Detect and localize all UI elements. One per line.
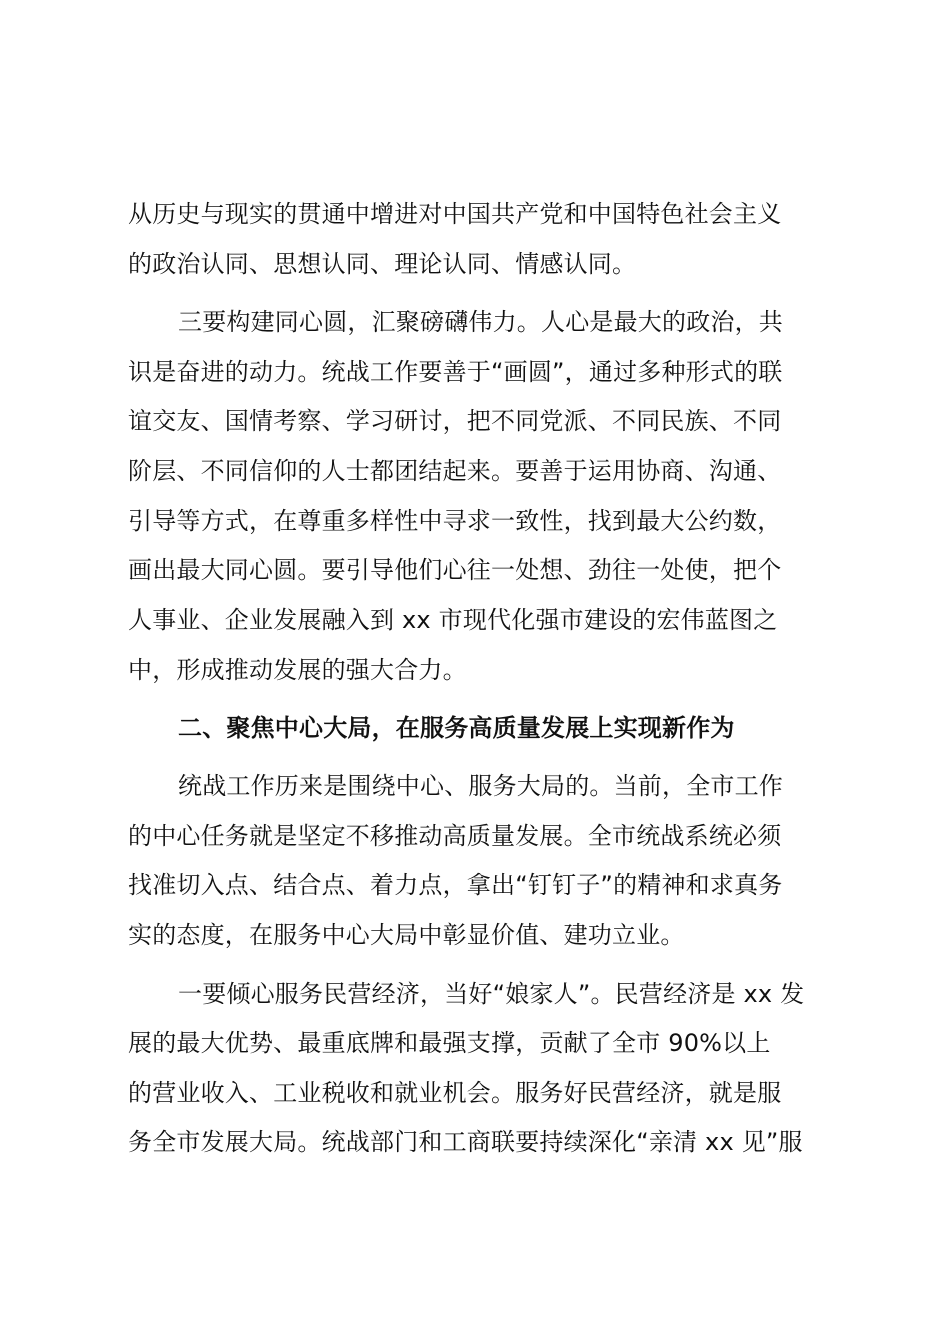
paragraph-line: 画出最大同心圆。要引导他们心往一处想、劲往一处使，把个 [128, 556, 782, 584]
paragraph-line: 三要构建同心圆，汇聚磅礴伟力。人心是最大的政治，共 [178, 308, 783, 336]
paragraph-line: 统战工作历来是围绕中心、服务大局的。当前，全市工作 [178, 772, 783, 800]
paragraph-line: 人事业、企业发展融入到 xx 市现代化强市建设的宏伟蓝图之 [128, 606, 778, 634]
paragraph-line: 谊交友、国情考察、学习研讨，把不同党派、不同民族、不同 [128, 407, 782, 435]
paragraph-line: 引导等方式，在尊重多样性中寻求一致性，找到最大公约数， [128, 507, 782, 535]
paragraph-line: 从历史与现实的贯通中增进对中国共产党和中国特色社会主义 [128, 200, 782, 228]
paragraph-line: 实的态度，在服务中心大局中彰显价值、建功立业。 [128, 921, 685, 949]
paragraph-line: 中，形成推动发展的强大合力。 [128, 656, 467, 684]
paragraph-line: 展的最大优势、最重底牌和最强支撑，贡献了全市 90%以上 [128, 1029, 771, 1057]
paragraph-line: 务全市发展大局。统战部门和工商联要持续深化“亲清 xx 见”服 [128, 1128, 803, 1156]
paragraph-line: 的营业收入、工业税收和就业机会。服务好民营经济，就是服 [128, 1079, 782, 1107]
paragraph-line: 一要倾心服务民营经济，当好“娘家人”。民营经济是 xx 发 [178, 980, 805, 1008]
section-heading: 二、聚焦中心大局，在服务高质量发展上实现新作为 [178, 714, 735, 742]
paragraph-line: 阶层、不同信仰的人士都团结起来。要善于运用协商、沟通、 [128, 457, 782, 485]
paragraph-line: 的中心任务就是坚定不移推动高质量发展。全市统战系统必须 [128, 822, 782, 850]
paragraph-line: 的政治认同、思想认同、理论认同、情感认同。 [128, 250, 637, 278]
paragraph-line: 识是奋进的动力。统战工作要善于“画圆”，通过多种形式的联 [128, 358, 783, 386]
paragraph-line: 找准切入点、结合点、着力点，拿出“钉钉子”的精神和求真务 [128, 871, 783, 899]
